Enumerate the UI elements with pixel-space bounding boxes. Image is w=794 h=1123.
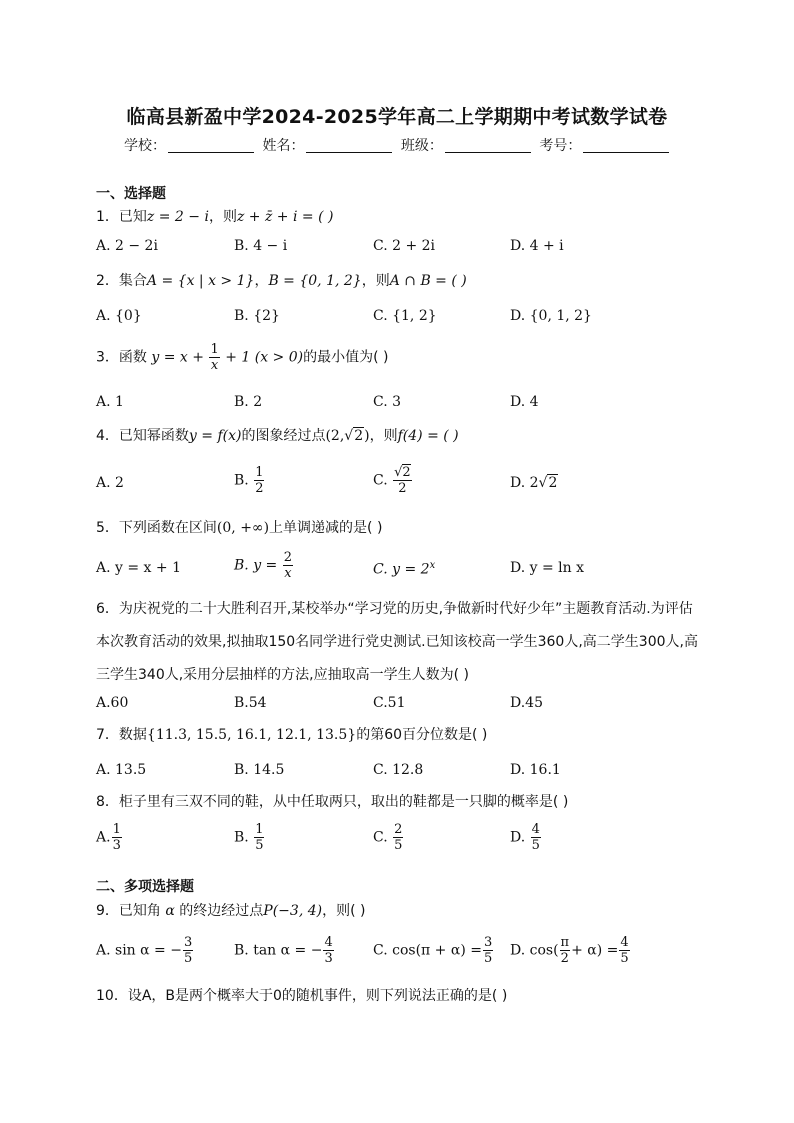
q1-expr: z = 2 − i — [146, 209, 209, 225]
q9-b-fraction — [323, 935, 333, 966]
q1-option-c[interactable]: C. 2 + 2i — [373, 238, 436, 254]
school-blank[interactable] — [168, 138, 254, 153]
question-8: 8．柜子里有三双不同的鞋，从中任取两只，取出的鞋都是一只脚的概率是( ) — [96, 794, 569, 810]
q3-option-c[interactable]: C. 3 — [373, 394, 402, 410]
q5-stem: 5．下列函数在区间 — [96, 520, 217, 536]
q7-stem: 7．数据 — [96, 727, 147, 743]
q5-option-d[interactable]: D. y = ln x — [510, 560, 585, 576]
q7-option-c[interactable]: C. 12.8 — [373, 762, 424, 778]
q1-expr2: z + z̄ + i = ( ) — [236, 209, 334, 225]
q2-expr: A = {x | x > 1} — [146, 273, 255, 289]
q7-option-b[interactable]: B. 14.5 — [234, 762, 285, 778]
q7-dataset: {11.3, 15.5, 16.1, 12.1, 13.5} — [146, 727, 357, 743]
q2-sep: ， — [254, 273, 269, 289]
q5-b-num: 2 — [283, 550, 293, 565]
q9-c-label: C. cos(π + α) = — [373, 942, 482, 959]
q8-option-c[interactable] — [373, 822, 404, 853]
q7-option-a[interactable]: A. 13.5 — [96, 762, 147, 778]
q4-c-radicand: 2 — [402, 465, 411, 480]
q4-b-fraction — [254, 465, 264, 496]
q1-option-d[interactable]: D. 4 + i — [510, 238, 564, 254]
q5-option-c[interactable] — [373, 560, 435, 578]
q7-tail: 的第60百分位数是( ) — [356, 727, 488, 743]
q5-b-fraction — [283, 550, 293, 581]
q9-angle: α — [165, 903, 175, 919]
number-blank[interactable] — [583, 138, 669, 153]
q1-stem: 1．已知 — [96, 209, 147, 225]
q9-c-num: 3 — [483, 935, 493, 950]
question-9 — [96, 900, 365, 920]
q9-d-pi-den: 2 — [560, 951, 569, 966]
q8-c-num: 2 — [394, 822, 403, 837]
q4-mid: 的图象经过点 — [241, 428, 326, 444]
q9-d-fraction — [619, 935, 629, 966]
q6-option-c[interactable]: C.51 — [373, 695, 406, 711]
class-label: 班级： — [400, 138, 443, 154]
q9-option-a[interactable] — [96, 935, 194, 966]
q4-point-pre: (2, — [325, 428, 345, 444]
q9-d-pi-fraction — [560, 935, 571, 966]
q4-expr: y = f(x) — [188, 428, 242, 444]
q3-option-d[interactable]: D. 4 — [510, 394, 539, 410]
exam-title: 临高县新盈中学2024-2025学年高二上学期期中考试数学试卷 — [126, 106, 668, 128]
q5-c-exponent: x — [429, 560, 436, 571]
question-2 — [96, 270, 467, 290]
q3-tail: 的最小值为( ) — [303, 349, 389, 366]
q3-option-b[interactable]: B. 2 — [234, 394, 263, 410]
q9-option-c[interactable] — [373, 935, 494, 966]
q8-b-num: 1 — [255, 822, 264, 837]
section-multiple-choice: 二、多项选择题 — [96, 879, 194, 895]
q2-expr3: A ∩ B = ( ) — [389, 273, 467, 289]
q9-b-den: 3 — [324, 951, 333, 966]
q8-a-fraction — [112, 822, 122, 853]
q4-expr2: f(4) = ( ) — [397, 428, 459, 444]
q8-b-den: 5 — [255, 838, 264, 853]
question-6: 6．为庆祝党的二十大胜利召开,某校举办“学习党的历史,争做新时代好少年”主题教育活动.为评估本次教育活动的效果,拟抽取150名同学进行党史测试.已知该校高一学生360人,高二学生300人,高三学生340人,采用分层抽样的方法,应抽取高一学生人数为( ) — [96, 601, 698, 683]
q9-b-label: B. tan α = − — [234, 942, 323, 959]
q4-b-label: B. — [234, 472, 249, 489]
q9-c-fraction — [483, 935, 493, 966]
student-info-line — [124, 135, 673, 155]
q6-option-d[interactable]: D.45 — [510, 695, 543, 711]
q9-c-den: 5 — [483, 951, 493, 966]
q5-b-label: B. y = — [234, 557, 278, 574]
school-label: 学校： — [124, 138, 166, 154]
q7-option-d[interactable]: D. 16.1 — [510, 762, 561, 778]
question-5 — [96, 517, 382, 537]
q5-interval: (0, +∞) — [216, 520, 270, 536]
q8-c-fraction — [393, 822, 403, 853]
q8-b-fraction — [254, 822, 264, 853]
q5-c-base: C. y = 2 — [373, 561, 430, 578]
q8-b-label: B. — [234, 829, 249, 846]
q2-mid: ，则 — [361, 273, 390, 289]
q2-option-a[interactable]: A. {0} — [96, 308, 142, 324]
q1-option-a[interactable]: A. 2 − 2i — [96, 238, 158, 254]
q4-mid2: ，则 — [369, 428, 398, 444]
q4-option-a[interactable]: A. 2 — [96, 475, 124, 491]
q4-point-radicand: 2 — [354, 428, 364, 444]
q9-d-label: D. cos( — [510, 942, 559, 959]
q9-a-num: 3 — [183, 935, 193, 950]
q9-option-b[interactable] — [234, 935, 335, 966]
q1-mid: ，则 — [208, 209, 237, 225]
q2-option-b[interactable]: B. {2} — [234, 308, 280, 324]
q8-a-label: A. — [96, 829, 111, 846]
q3-frac-num: 1 — [210, 342, 219, 357]
q4-option-c[interactable] — [373, 465, 413, 496]
q4-c-den: 2 — [393, 480, 412, 496]
q8-a-den: 3 — [112, 838, 121, 853]
q4-option-b[interactable] — [234, 465, 265, 496]
q8-c-label: C. — [373, 829, 388, 846]
q9-point: P(−3, 4) — [263, 903, 323, 919]
q2-expr2: B = {0, 1, 2} — [268, 273, 362, 289]
q3-frac-den: x — [210, 358, 219, 373]
q2-option-d[interactable]: D. {0, 1, 2} — [510, 308, 592, 324]
q4-point-post: ) — [364, 428, 370, 444]
q9-b-num: 4 — [324, 935, 333, 950]
q4-b-den: 2 — [255, 481, 264, 496]
question-4: 4．已知幂函数y = f(x)的图象经过点(2,√2)，则f(4) = ( ) — [96, 428, 459, 444]
q8-c-den: 5 — [394, 838, 403, 853]
q3-expr-pre: y = x + — [151, 349, 204, 366]
q6-option-b[interactable]: B.54 — [234, 695, 267, 711]
q5-option-a[interactable]: A. y = x + 1 — [96, 560, 181, 576]
q5-tail: 上单调递减的是( ) — [269, 520, 383, 536]
name-blank[interactable] — [306, 138, 392, 153]
q9-a-label: A. sin α = − — [96, 942, 182, 959]
q4-c-fraction: $\frac{√2}{2}$ — [394, 465, 411, 496]
q9-stem: 9．已知角 — [96, 903, 161, 919]
q8-a-num: 1 — [112, 822, 121, 837]
q9-d-den: 5 — [620, 951, 629, 966]
q8-d-fraction — [531, 822, 541, 853]
section-single-choice: 一、选择题 — [96, 186, 166, 202]
q3-fraction — [209, 342, 219, 373]
q4-option-d[interactable]: D. 2√2 — [510, 475, 558, 491]
q9-d-num: 4 — [620, 935, 629, 950]
q8-d-den: 5 — [531, 838, 540, 853]
number-label: 考号： — [539, 138, 582, 154]
q8-d-label: D. — [510, 829, 526, 846]
q2-stem: 2．集合 — [96, 273, 147, 289]
q9-a-den: 5 — [183, 951, 193, 966]
q5-option-b[interactable] — [234, 550, 294, 581]
q9-option-d[interactable] — [510, 935, 631, 966]
q6-option-a[interactable]: A.60 — [96, 695, 129, 711]
q5-b-den: x — [284, 566, 292, 581]
q3-expr-post: + 1 (x > 0) — [225, 349, 304, 366]
q1-option-b[interactable]: B. 4 − i — [234, 238, 288, 254]
question-3 — [96, 342, 388, 373]
question-7 — [96, 724, 487, 744]
q8-option-a[interactable] — [96, 822, 123, 853]
q9-mid: 的终边经过点 — [179, 903, 264, 919]
q8-option-b[interactable] — [234, 822, 265, 853]
q8-option-d[interactable] — [510, 822, 542, 853]
name-label: 姓名： — [262, 138, 305, 154]
q9-d-pi-num: π — [560, 935, 570, 950]
q9-d-mid: + α) = — [571, 942, 619, 959]
class-blank[interactable] — [445, 138, 531, 153]
question-10: 10．设A，B是两个概率大于0的随机事件，则下列说法正确的是( ) — [96, 988, 508, 1004]
q9-a-fraction — [183, 935, 193, 966]
q4-b-num: 1 — [255, 465, 264, 480]
q4-d-radicand: 2 — [548, 475, 558, 491]
question-1 — [96, 206, 333, 226]
q3-stem: 3．函数 — [96, 349, 147, 366]
q4-d-label: D. 2 — [510, 475, 539, 491]
q2-option-c[interactable]: C. {1, 2} — [373, 308, 437, 324]
q9-tail: ，则( ) — [322, 903, 366, 919]
q8-d-num: 4 — [531, 822, 540, 837]
q4-stem: 4．已知幂函数 — [96, 428, 189, 444]
q3-option-a[interactable]: A. 1 — [96, 394, 124, 410]
q4-c-label: C. — [373, 472, 388, 489]
